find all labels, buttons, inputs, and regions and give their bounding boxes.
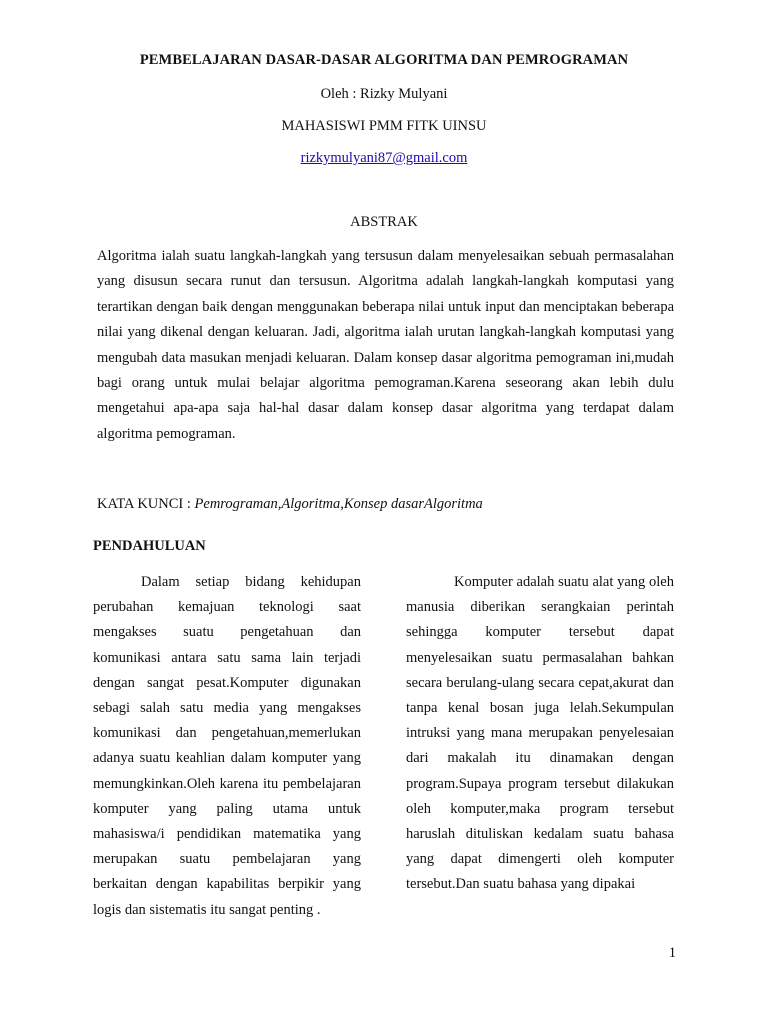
paper-title: PEMBELAJARAN DASAR-DASAR ALGORITMA DAN PEMROGRAMAN <box>139 52 629 68</box>
introduction-heading: PENDAHULUAN <box>93 538 206 554</box>
abstract-text: Algoritma ialah suatu langkah-langkah yang tersusun dalam menyelesaikan sebuah permasalahan yang disusun secara runut dan tersusun. Algoritma adalah langkah-langkah komputasi yang terartikan dengan baik dengan menggunakan beberapa nilai untuk input dan menciptakan beberapa nilai yang dikenal dengan keluaran. Jadi, algoritma ialah urutan langkah-langkah komputasi yang mengubah data masukan menjadi keluaran. Dalam konsep dasar algoritma pemograman ini,mudah bagi orang untuk mulai belajar algoritma pemograman.Karena seseorang akan lebih dulu mengetahui apa-apa saja hal-hal dasar dalam konsep dasar algoritma yang terdapat dalam algoritma pemograman. <box>97 248 674 442</box>
introduction-left-column: Dalam setiap bidang kehidupan perubahan kemajuan teknologi saat mengakses suatu pengetahuan dan komunikasi antara satu sama lain terjadi dengan sangat pesat.Komputer digunakan sebagi salah satu media yang mengakses komunikasi dan pengetahuan,memerlukan adanya suatu keahlian dalam komputer yang memungkinkan.Oleh karena itu pembelajaran komputer yang paling utama untuk mahasiswa/i pendidikan matematika yang merupakan suatu pembelajaran yang berkaitan dengan kapabilitas berpikir yang logis dan sistematis itu sangat penting . <box>93 574 361 918</box>
keywords-line <box>97 496 674 513</box>
keywords-label: KATA KUNCI : <box>97 496 195 512</box>
email-line <box>0 150 768 167</box>
keywords-terms: Pemrograman,Algoritma,Konsep dasarAlgoritma <box>194 496 483 512</box>
page-number: 1 <box>668 945 676 961</box>
email-link[interactable]: rizkymulyani87@gmail.com <box>300 150 468 166</box>
abstract-heading: ABSTRAK <box>350 214 418 230</box>
author-line: Oleh : Rizky Mulyani <box>320 86 448 102</box>
affiliation-line: MAHASISWI PMM FITK UINSU <box>281 118 487 134</box>
introduction-right-column: Komputer adalah suatu alat yang oleh manusia diberikan serangkaian perintah sehingga komputer tersebut dapat menyelesaikan suatu permasalahan bahkan secara berulang-ulang secara cepat,akurat dan tanpa kenal bosan juga lelah.Sekumpulan intruksi yang mana merupakan penyelesaian dari makalah itu dinamakan dengan program.Supaya program tersebut dilakukan oleh komputer,maka program tersebut haruslah dituliskan kedalam suatu bahasa yang dapat dimengerti oleh komputer tersebut.Dan suatu bahasa yang dipakai <box>406 574 674 893</box>
